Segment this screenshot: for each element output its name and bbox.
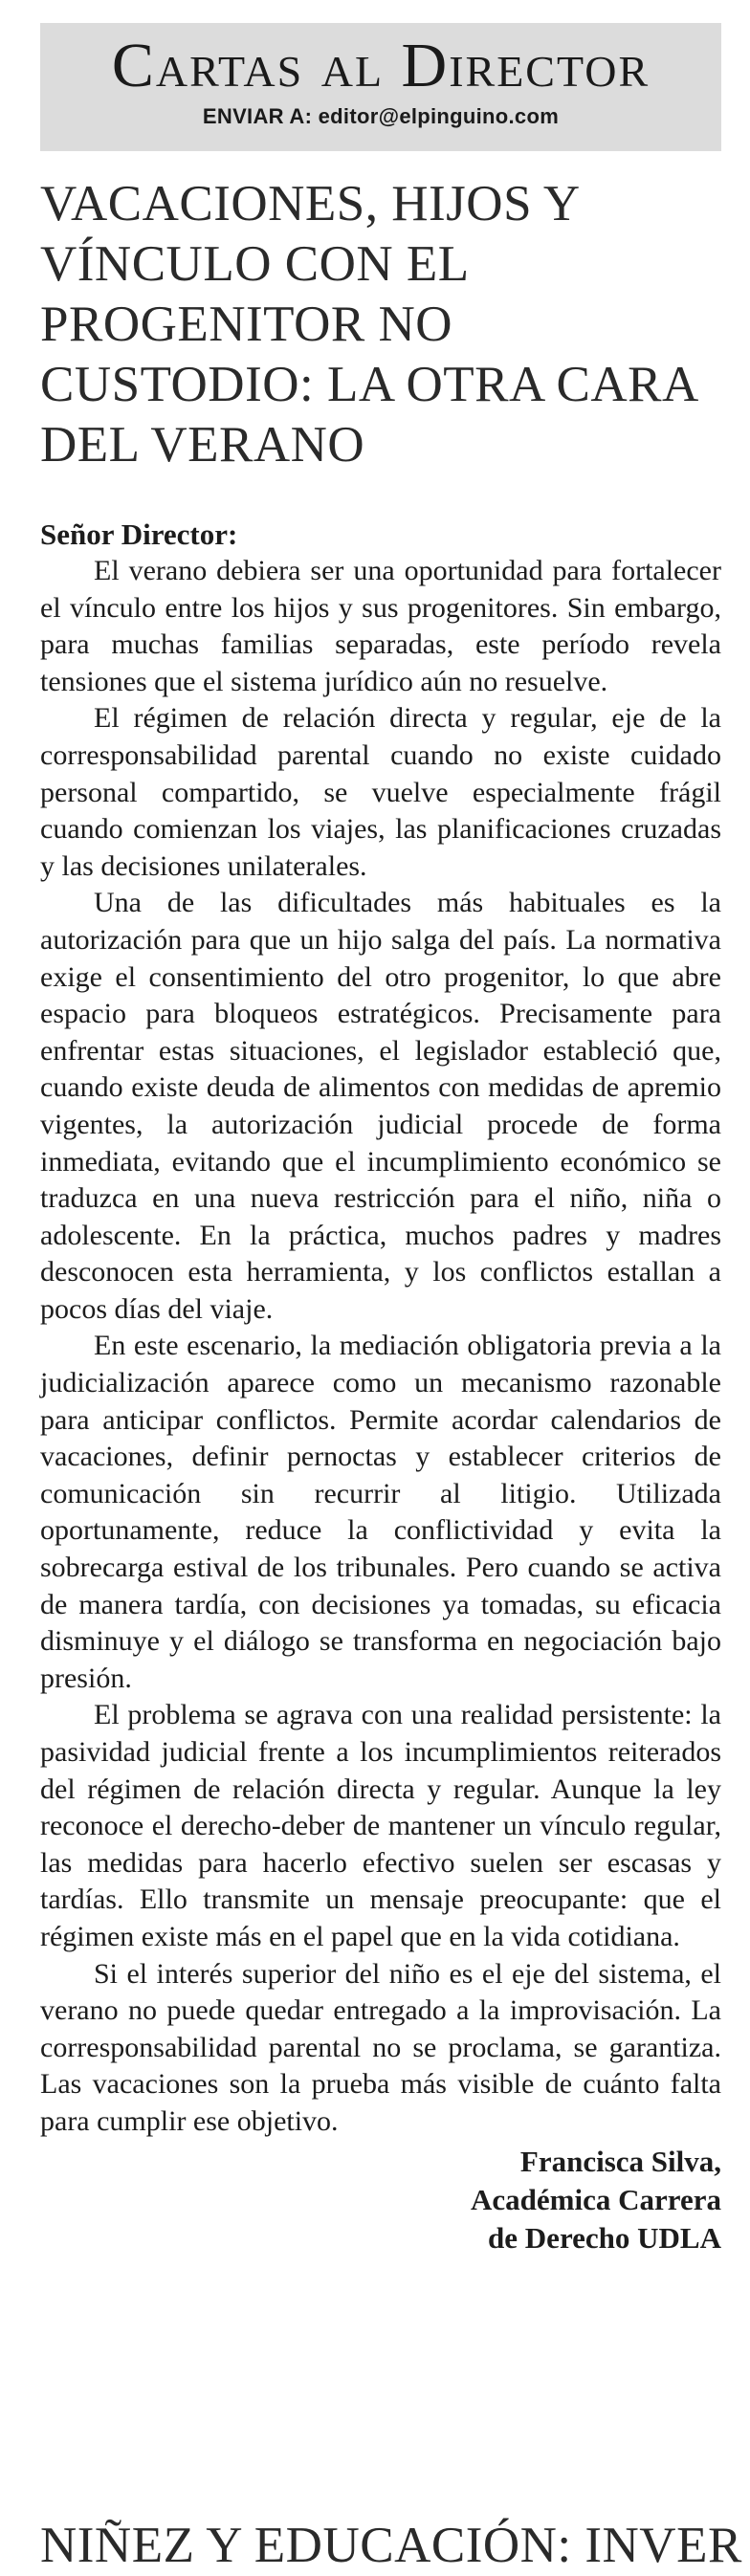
signature-role: Académica Carrera — [471, 2182, 721, 2216]
paragraph-4: En este escenario, la mediación obligatoria previa a la judicialización aparece como un mecanismo razonable para anticipar conflictos. Permite acordar calendarios de vacaciones, definir pernoctas y establecer criterios de comunicación sin recurrir al litigio. Utilizada oportunamente, reduce la conflictividad y evita la sobrecarga estival de los tribunales. Pero cuando se activa de manera tardía, con decisiones ya tomadas, su eficacia disminuye y el diálogo se transforma en negociación bajo presión. — [40, 1330, 721, 1694]
letter-body — [40, 517, 721, 2257]
signature-affiliation: de Derecho UDLA — [488, 2220, 721, 2255]
paragraph-2: El régimen de relación directa y regular, eje de la corresponsabilidad parental cuando no existe cuidado personal compartido, se vuelve especialmente frágil cuando comienzan los viajes, las planificaciones cruzadas y las decisiones unilaterales. — [40, 702, 721, 882]
signature-name: Francisca Silva, — [519, 2144, 721, 2178]
signature — [40, 2143, 721, 2257]
section-header — [40, 23, 721, 151]
paragraph-3: Una de las dificultades más habituales es la autorización para que un hijo salga del país. La normativa exige el consentimiento del otro progenitor, lo que abre espacio para bloqueos estratégicos. Precisamente para enfrentar estas situaciones, el legislador estableció que, cuando existe deuda de alimentos con medidas de apremio vigentes, la autorización judicial procede de forma inmediata, evitando que el incumplimiento económico se traduzca en una nueva restricción para el niño, niña o adolescente. En la práctica, muchos padres y madres desconocen esta herramienta, y los conflictos estallan a pocos días del viaje. — [40, 887, 721, 1325]
paragraph-6: Si el interés superior del niño es el eje del sistema, el verano no puede quedar entregado a la improvisación. La corresponsabilidad parental no se proclama, se garantiza. Las vacaciones son la prueba más visible de cuánto falta para cumplir ese objetivo. — [40, 1957, 721, 2137]
next-article-headline: NIÑEZ Y EDUCACIÓN: INVER — [40, 2518, 742, 2573]
letter-headline: VACACIONES, HIJOS Y VÍNCULO CON EL PROGENITOR NO CUSTODIO: LA OTRA CARA DEL VERANO — [40, 176, 696, 473]
section-title: Cartas al Director — [111, 31, 651, 100]
salutation: Señor Director: — [40, 517, 238, 551]
send-to-email: ENVIAR A: editor@elpinguino.com — [202, 104, 560, 129]
paragraph-5: El problema se agrava con una realidad persistente: la pasividad judicial frente a los incumplimientos reiterados del régimen de relación directa y regular. Aunque la ley reconoce el derecho-deber de mantener un vínculo regular, las medidas para hacerlo efectivo suelen ser escasas y tardías. Ello transmite un mensaje preocupante: que el régimen existe más en el papel que en la vida cotidiana. — [40, 1699, 721, 1952]
paragraph-1: El verano debiera ser una oportunidad para fortalecer el vínculo entre los hijos y sus progenitores. Sin embargo, para muchas familias separadas, este período revela tensiones que el sistema jurídico aún no resuelve. — [40, 555, 721, 697]
